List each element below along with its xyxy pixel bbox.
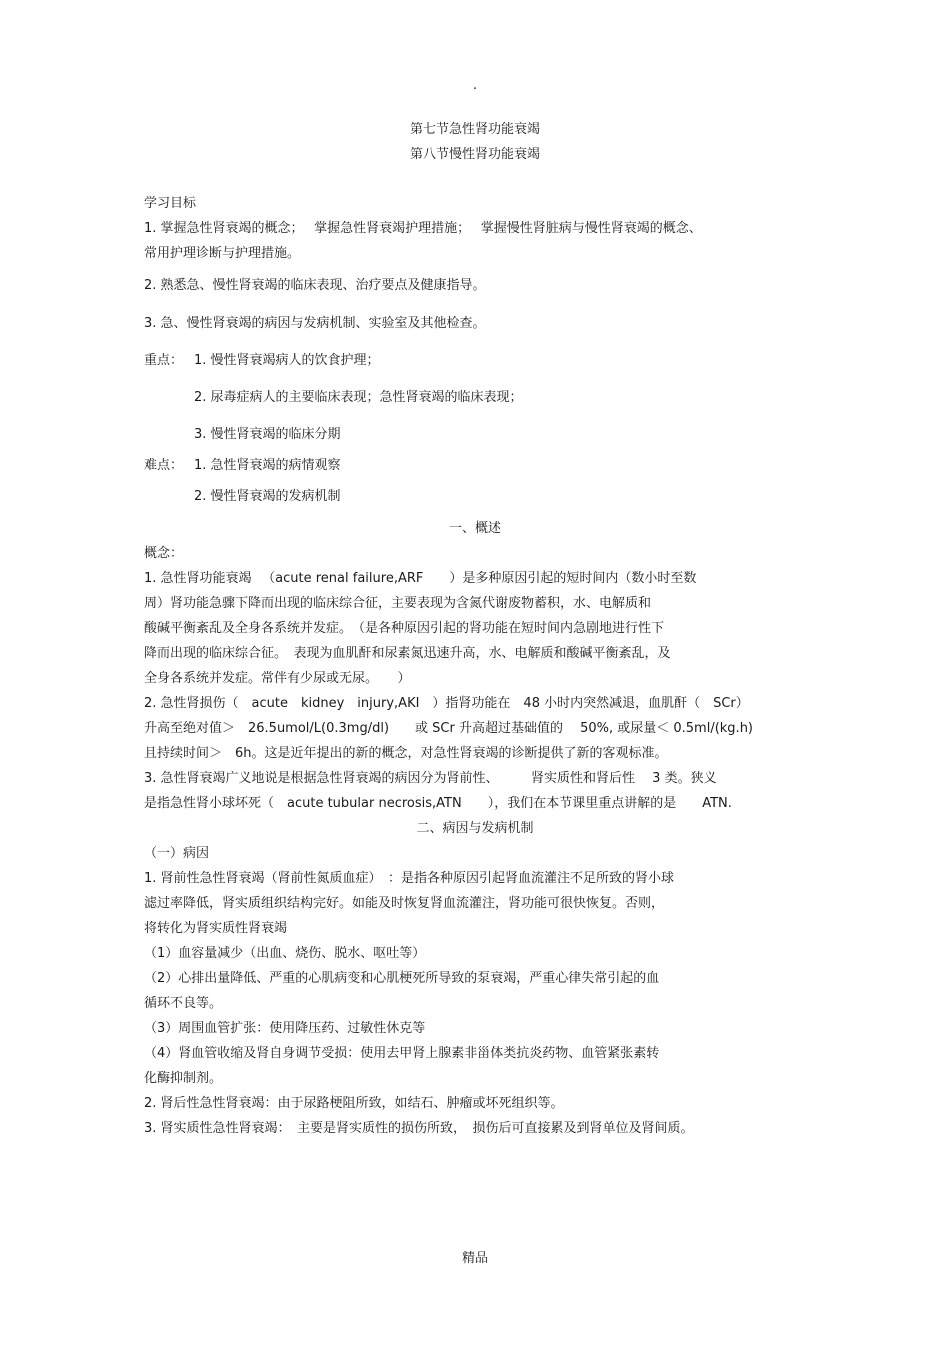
prerenal-cause-4-line-1: （4）肾血管收缩及肾自身调节受损：使用去甲肾上腺素非甾体类抗炎药物、血管紧张素转 xyxy=(144,1046,660,1061)
objectives-heading: 学习目标 xyxy=(144,196,197,211)
concept-1-line-1: 1. 急性肾功能衰竭 （acute renal failure,ARF ）是多种原因引起的短时间内（数小时至数 xyxy=(144,571,697,586)
concept-2-line-2: 升高至绝对值＞ 26.5umol/L(0.3mg/dl) 或 SCr 升高超过基础值的 50%, 或尿量＜ 0.5ml/(kg.h) xyxy=(144,721,754,736)
objective-1: 1. 掌握急性肾衰竭的概念； 掌握急性肾衰竭护理措施； 掌握慢性肾脏病与慢性肾衰竭的概念、 xyxy=(144,221,702,236)
etiology-1-line-2: 滤过率降低，肾实质组织结构完好。如能及时恢复肾血流灌注，肾功能可很快恢复。否则， xyxy=(144,896,665,911)
prerenal-cause-2-line-2: 循环不良等。 xyxy=(144,996,223,1011)
key-point-1: 1. 慢性肾衰竭病人的饮食护理； xyxy=(194,353,380,368)
prerenal-cause-1: （1）血容量减少（出血、烧伤、脱水、呕吐等） xyxy=(144,946,426,961)
difficult-point-1: 1. 急性肾衰竭的病情观察 xyxy=(194,458,341,473)
key-points-label: 重点： xyxy=(144,353,184,368)
concept-label: 概念： xyxy=(144,546,184,561)
header-mark: . xyxy=(472,78,478,93)
concept-1-line-5: 全身各系统并发症。常伴有少尿或无尿。 ） xyxy=(144,671,411,686)
concept-2-line-1: 2. 急性肾损伤（ acute kidney injury,AKI ）指肾功能在 48 小时内突然减退，血肌酐（ SCr） xyxy=(144,696,749,711)
objective-1-cont: 常用护理诊断与护理措施。 xyxy=(144,246,301,261)
etiology-2: 2. 肾后性急性肾衰竭：由于尿路梗阻所致，如结石、肿瘤或坏死组织等。 xyxy=(144,1096,564,1111)
concept-2-line-3: 且持续时间＞ 6h。这是近年提出的新的概念，对急性肾衰竭的诊断提供了新的客观标准。 xyxy=(144,746,668,761)
difficult-points-label: 难点： xyxy=(144,458,184,473)
section-heading-etiology: 二、病因与发病机制 xyxy=(416,821,534,836)
concept-1-line-2: 周）肾功能急骤下降而出现的临床综合征，主要表现为含氮代谢废物蓄积，水、电解质和 xyxy=(144,596,652,611)
etiology-1-line-3: 将转化为肾实质性肾衰竭 xyxy=(144,921,288,936)
prerenal-cause-3: （3）周围血管扩张：使用降压药、过敏性休克等 xyxy=(144,1021,426,1036)
concept-1-line-4: 降而出现的临床综合征。 表现为血肌酐和尿素氮迅速升高，水、电解质和酸碱平衡紊乱，及 xyxy=(144,646,671,661)
page-footer: 精品 xyxy=(461,1251,488,1266)
chapter-title-1: 第七节急性肾功能衰竭 xyxy=(409,122,540,137)
concept-3-line-1: 3. 急性肾衰竭广义地说是根据急性肾衰竭的病因分为肾前性、 肾实质性和肾后性 3 类。狭义 xyxy=(144,771,717,786)
concept-3-line-2: 是指急性肾小球坏死（ acute tubular necrosis,ATN ），我们在本节课里重点讲解的是 ATN. xyxy=(144,796,732,811)
key-point-3: 3. 慢性肾衰竭的临床分期 xyxy=(194,427,341,442)
prerenal-cause-2-line-1: （2）心排出量降低、严重的心肌病变和心肌梗死所导致的泵衰竭，严重心律失常引起的血 xyxy=(144,971,660,986)
key-point-2: 2. 尿毒症病人的主要临床表现；急性肾衰竭的临床表现； xyxy=(194,390,523,405)
concept-1-line-3: 酸碱平衡紊乱及全身各系统并发症。 （是各种原因引起的肾功能在短时间内急剧地进行性下 xyxy=(144,621,665,636)
etiology-1-line-1: 1. 肾前性急性肾衰竭（肾前性氮质血症） ：是指各种原因引起肾血流灌注不足所致的肾小球 xyxy=(144,871,675,886)
section-heading-overview: 一、概述 xyxy=(448,521,501,536)
difficult-point-2: 2. 慢性肾衰竭的发病机制 xyxy=(194,489,341,504)
prerenal-cause-4-line-2: 化酶抑制剂。 xyxy=(144,1071,223,1086)
chapter-title-2: 第八节慢性肾功能衰竭 xyxy=(409,147,540,162)
subsection-etiology: （一）病因 xyxy=(144,846,210,861)
etiology-3: 3. 肾实质性急性肾衰竭： 主要是肾实质性的损伤所致， 损伤后可直接累及到肾单位及肾间质。 xyxy=(144,1121,694,1136)
objective-3: 3. 急、慢性肾衰竭的病因与发病机制、实验室及其他检查。 xyxy=(144,316,486,331)
objective-2: 2. 熟悉急、慢性肾衰竭的临床表现、治疗要点及健康指导。 xyxy=(144,278,486,293)
